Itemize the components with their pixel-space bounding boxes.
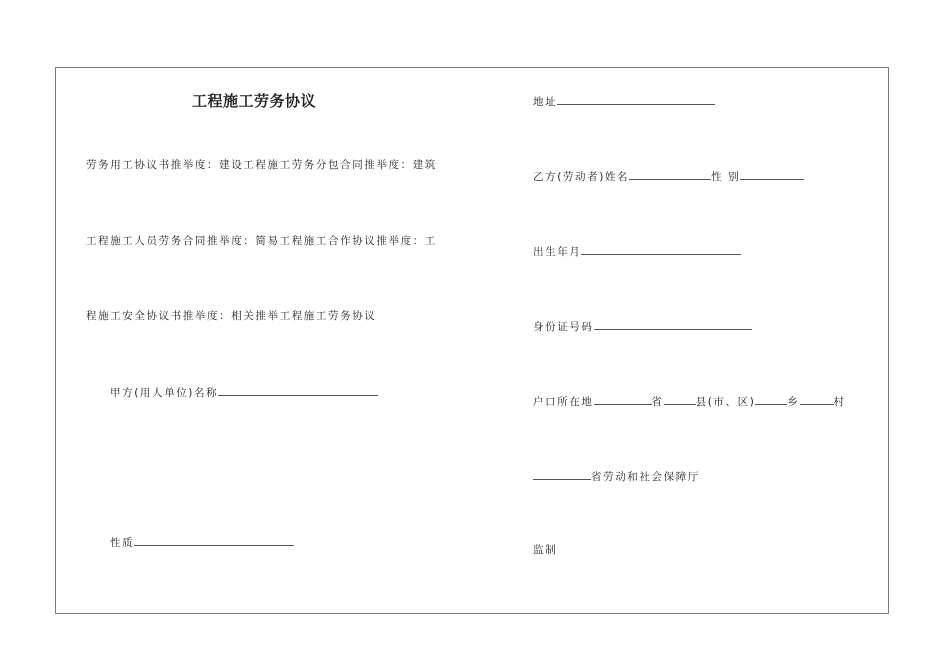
- village-label: 村: [833, 396, 846, 408]
- issuer-province-blank[interactable]: [533, 468, 591, 480]
- township-blank[interactable]: [755, 393, 787, 405]
- province-label: 省: [651, 396, 664, 408]
- address-row: [533, 93, 715, 109]
- county-blank[interactable]: [664, 393, 696, 405]
- party-a-name-row: [110, 384, 378, 400]
- issuer-row: [533, 468, 700, 484]
- residence-label: 户口所在地: [533, 396, 594, 408]
- village-blank[interactable]: [800, 393, 834, 405]
- province-blank[interactable]: [594, 393, 652, 405]
- intro-line-3: 程施工安全协议书推举度：相关推举工程施工劳务协议: [86, 310, 377, 322]
- intro-line-2: 工程施工人员劳务合同推举度：简易工程施工合作协议推举度：工: [86, 235, 437, 247]
- birth-row: [533, 243, 741, 259]
- id-row: [533, 318, 752, 334]
- gender-blank[interactable]: [740, 168, 804, 180]
- residence-row: [533, 393, 846, 409]
- nature-label: 性质: [110, 537, 135, 549]
- birth-label: 出生年月: [533, 246, 582, 258]
- nature-row: [110, 534, 294, 550]
- address-blank[interactable]: [557, 93, 715, 105]
- supervise-label: 监制: [533, 544, 558, 556]
- issuer-label: 省劳动和社会保障厅: [591, 471, 700, 483]
- id-blank[interactable]: [594, 318, 752, 330]
- nature-blank[interactable]: [134, 534, 294, 546]
- party-b-row: [533, 168, 804, 184]
- document-title: 工程施工劳务协议: [192, 92, 317, 110]
- party-a-name-label: 甲方(用人单位)名称: [110, 387, 219, 399]
- county-label: 县(市、区): [695, 396, 756, 408]
- address-label: 地址: [533, 96, 558, 108]
- party-b-name-blank[interactable]: [629, 168, 711, 180]
- birth-blank[interactable]: [581, 243, 741, 255]
- party-a-name-blank[interactable]: [218, 384, 378, 396]
- id-label: 身份证号码: [533, 321, 594, 333]
- gender-label: 性 别: [711, 171, 741, 183]
- party-b-name-label: 乙方(劳动者)姓名: [533, 171, 630, 183]
- intro-line-1: 劳务用工协议书推举度：建设工程施工劳务分包合同推举度：建筑: [86, 159, 437, 171]
- township-label: 乡: [787, 396, 800, 408]
- document-frame: [55, 67, 889, 614]
